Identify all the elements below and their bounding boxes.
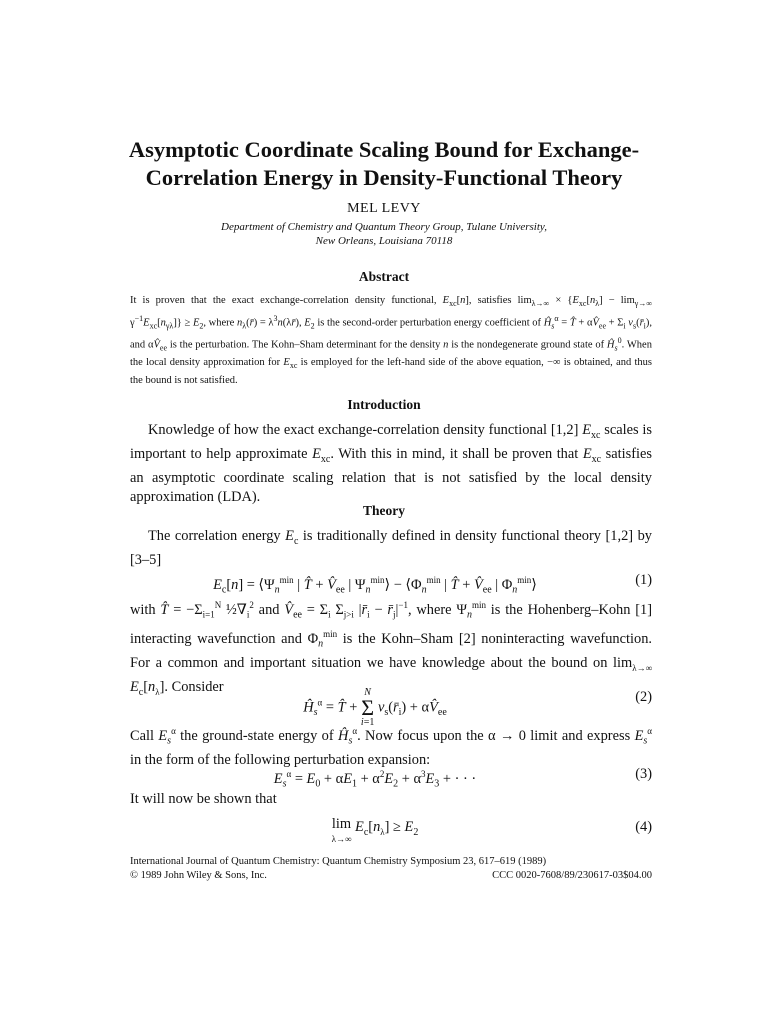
equation-2-number: (2) [635, 689, 652, 705]
theory-heading: Theory [363, 503, 405, 518]
introduction-paragraph: Knowledge of how the exact exchange-correlation density functional [1,2] $E_{xc}$ scales is important to help approximate $E_{xc}$. With this in mind, it shall be proven that $E_{xc}$ satisfies an asymptotic coordinate scaling relation that is not satisfied by the local density approximation (LDA). [130, 422, 652, 506]
footer-copyright: © 1989 John Wiley & Sons, Inc. [130, 870, 267, 881]
journal-footer [130, 855, 652, 883]
equation-3 [130, 764, 652, 790]
paragraph-after-equation-3: It will now be shown that [130, 791, 277, 807]
footer-journal-citation: International Journal of Quantum Chemistry: Quantum Chemistry Symposium 23, 617–619 (1989) [130, 856, 547, 867]
article-title [90, 136, 678, 192]
equation-1-body: $E_c[n]$ = $⟨\Psi_n^{min}$ | T̂ + $V̂_{ee}$ | $\Psi_n^{min}⟩$ − $⟨\Phi_n^{min}$ | T̂ + $V̂_{ee}$ | $\Phi_n^{min}⟩$ [213, 575, 537, 596]
equation-2-body: $Ĥ_s^\alpha$ = T̂ + N Σ i=1 $v_s(r̄_i)$ + $\alpha V̂_{ee}$ [303, 687, 447, 728]
introduction-heading: Introduction [347, 397, 421, 412]
footer-second-line [130, 869, 652, 883]
paragraph-after-equation-2: Call $E_s^\alpha$ the ground-state energy of $Ĥ_s^\alpha$. Now focus upon the α → 0 limit and express $E_s^\alpha$ in the form of the following perturbation expansion: [130, 726, 652, 768]
equation-2 [130, 677, 652, 728]
affiliation-line-1: Department of Chemistry and Quantum Theory Group, Tulane University, [221, 221, 547, 233]
equation-1-number: (1) [635, 572, 652, 588]
equation-4-body: lim λ→∞ $E_c[n_\lambda] \ge E_2$ [331, 816, 419, 844]
affiliation-line-2: New Orleans, Louisiana 70118 [315, 235, 453, 247]
abstract-text: It is proven that the exact exchange-correlation density functional, $E_{xc}[n]$, satisfies $\lim_{\lambda\to\infty} \times \{E_{xc}[n_\lambda] - \lim_{\gamma\to\infty} \gamma^{-1}E_{xc}[n_{\gamma\lambda}]\} \ge E_2$, where $n_\lambda(r̄)$ = $\lambda^3n(\lambda r̄)$, $E_2$ is the second-order perturbation energy coefficient of $Ĥ_s^\alpha$ = T̂ + $\alpha V̂_{ee} + \Sigma_i$ $v_s(r̄_i)$, and $\alpha V̂_{ee}$ is the perturbation. The Kohn–Sham determinant for the density n is the nondegenerate ground state of $Ĥ_s^0$. When the local density approximation for $E_{xc}$ is employed for the left-hand side of the above equation, −∞ is obtained, and thus the bound is not satisfied. [130, 295, 653, 387]
equation-4-number: (4) [635, 819, 652, 835]
equation-1 [130, 570, 652, 596]
equation-4 [130, 814, 652, 848]
author-name: MEL LEVY [347, 201, 421, 216]
theory-paragraph: The correlation energy $E_c$ is traditionally defined in density functional theory [1,2] by [3–5] [130, 528, 652, 569]
article-title-text: Asymptotic Coordinate Scaling Bound for Exchange-Correlation Energy in Density-Functional Theory [128, 137, 640, 190]
equation-3-number: (3) [635, 766, 652, 782]
equation-3-body: $E_s^\alpha = E_0 + \alpha E_1 + \alpha^2E_2 + \alpha^3E_3$ + · · · [273, 769, 477, 790]
summation-symbol: N Σ i=1 [360, 687, 375, 728]
author-affiliation [150, 220, 618, 248]
paragraph-after-equation-1: with T̂ = $-\Sigma_{i=1}^N$ $\frac{1}{2}\nabla_i^2$ and $V̂_{ee} = \Sigma_i$ $\Sigma_{j>i}$ $|r̄_i$ − $r̄_j|^{-1}$, where $\Psi_n^{min}$ is the Hohenberg–Kohn [1] interacting wavefunction and $\Phi_n^{min}$ is the Kohn–Sham [2] noninteracting wavefunction. For a common and important situation we have knowledge about the bound on $\lim_{\lambda\to\infty} E_c[n_\lambda]$. Consider [130, 600, 653, 698]
footer-ccc-code: CCC 0020-7608/89/230617-03$04.00 [492, 870, 652, 881]
abstract-heading: Abstract [358, 269, 410, 284]
